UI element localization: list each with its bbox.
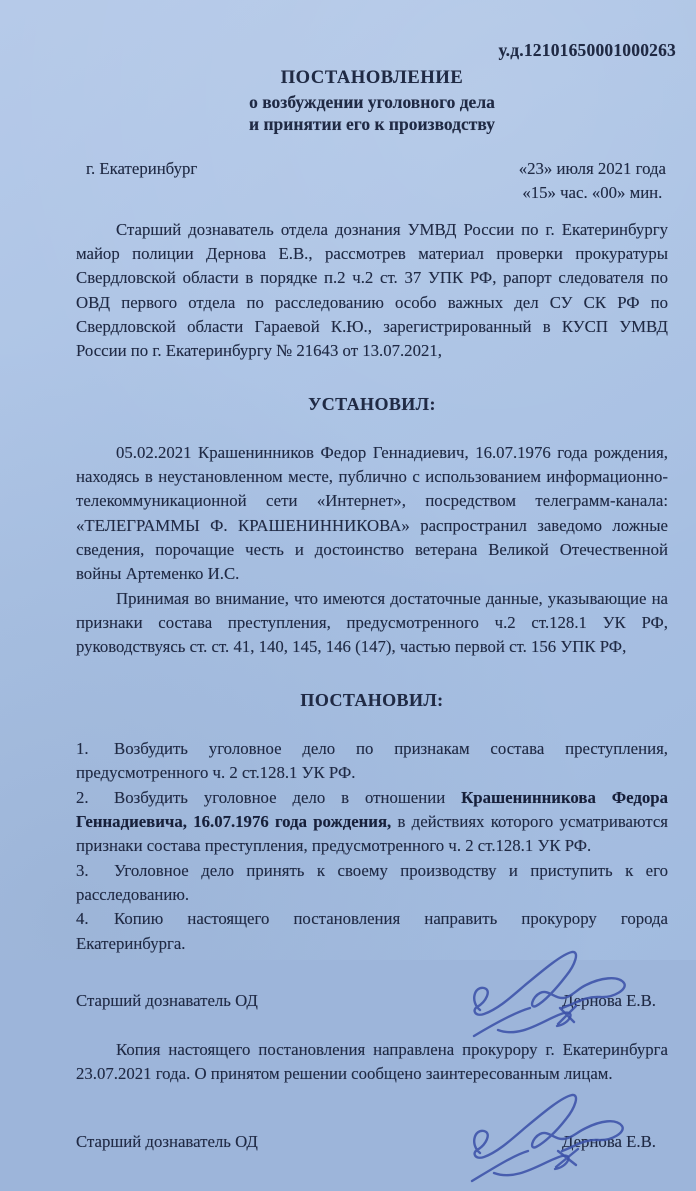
case-number: у.д.12101650001000263 (498, 40, 676, 60)
copy-note-paragraph: Копия настоящего постановления направлена прокурору г. Екатеринбурга 23.07.2021 года. О принятом решении сообщено заинтересованным лицам. (76, 1040, 668, 1084)
item-text-bold: Крашенинникова Федора Геннадиевича, 16.07.1976 года рождения, (76, 787, 668, 831)
item-number: 3. (76, 860, 89, 880)
item-text-pre: Возбудить уголовное дело в отношении (114, 787, 462, 807)
time-line: «15» час. «00» мин. (522, 183, 663, 203)
item-text-post: в действиях которого усматриваются признаки состава преступления, предусмотренного ч. 2 ст.128.1 УК РФ. (76, 811, 668, 856)
dateline (76, 157, 668, 206)
resolved-heading: ПОСТАНОВИЛ: (300, 689, 444, 710)
signature-row-2 (76, 1127, 668, 1157)
item-text: Уголовное дело принять к своему производству и приступить к его расследованию. (76, 860, 668, 904)
resolution-item-1 (76, 737, 668, 786)
resolution-item-3 (76, 859, 668, 908)
title-line-2: о возбуждении уголовного дела (249, 92, 495, 113)
resolution-item-4 (76, 907, 668, 956)
item-number: 4. (76, 909, 89, 929)
item-text: Возбудить уголовное дело по признакам состава преступления, предусмотренного ч. 2 ст.128.1 УК РФ. (76, 738, 668, 783)
item-text: Копию настоящего постановления направить прокурору города Екатеринбурга. (76, 909, 668, 953)
signer-name: Дернова Е.В. (561, 1131, 656, 1151)
signer-name: Дернова Е.В. (561, 990, 656, 1010)
city-label: г. Екатеринбург (86, 158, 198, 178)
document-title (76, 65, 668, 135)
signer-role: Старший дознаватель ОД (76, 1131, 258, 1151)
date-line: «23» июля 2021 года (518, 158, 666, 178)
resolution-item-2 (76, 786, 668, 859)
title-line-3: и принятии его к производству (249, 113, 495, 134)
item-number: 1. (76, 738, 89, 758)
established-paragraph-2: Принимая во внимание, что имеются достаточные данные, указывающие на признаки состава преступления, предусмотренного ч.2 ст.128.1 УК РФ, руководствуясь ст. ст. 41, 140, 145, 146 (147), частью первой ст. 156 УПК РФ, (76, 588, 668, 657)
datetime-block (519, 157, 666, 206)
signature-row-1 (76, 986, 668, 1016)
item-number: 2. (76, 787, 89, 807)
title-line-1: ПОСТАНОВЛЕНИЕ (280, 68, 464, 89)
established-heading: УСТАНОВИЛ: (308, 393, 436, 414)
preamble-paragraph: Старший дознаватель отдела дознания УМВД России по г. Екатеринбургу майор полиции Дернова Е.В., рассмотрев материал проверки прокуратуры Свердловской области в порядке п.2 ч.2 ст. 37 УПК РФ, рапорт следователя по ОВД первого отдела по расследованию особо важных дел СУ СК РФ по Свердловской области Гараевой К.Ю., зарегистрированный в КУСП УМВД России по г. Екатеринбургу № 21643 от 13.07.2021, (76, 219, 668, 361)
signer-role: Старший дознаватель ОД (76, 990, 258, 1010)
established-paragraph-1: 05.02.2021 Крашенинников Федор Геннадиевич, 16.07.1976 года рождения, находясь в неустановленном месте, публично с использованием информационно-телекоммуникационной сети «Интернет», посредством телеграмм-канала: «ТЕЛЕГРАММЫ Ф. КРАШЕНИННИКОВА» распространил заведомо ложные сведения, порочащие честь и достоинство ветерана Великой Отечественной войны Артеменко И.С. (76, 442, 668, 584)
